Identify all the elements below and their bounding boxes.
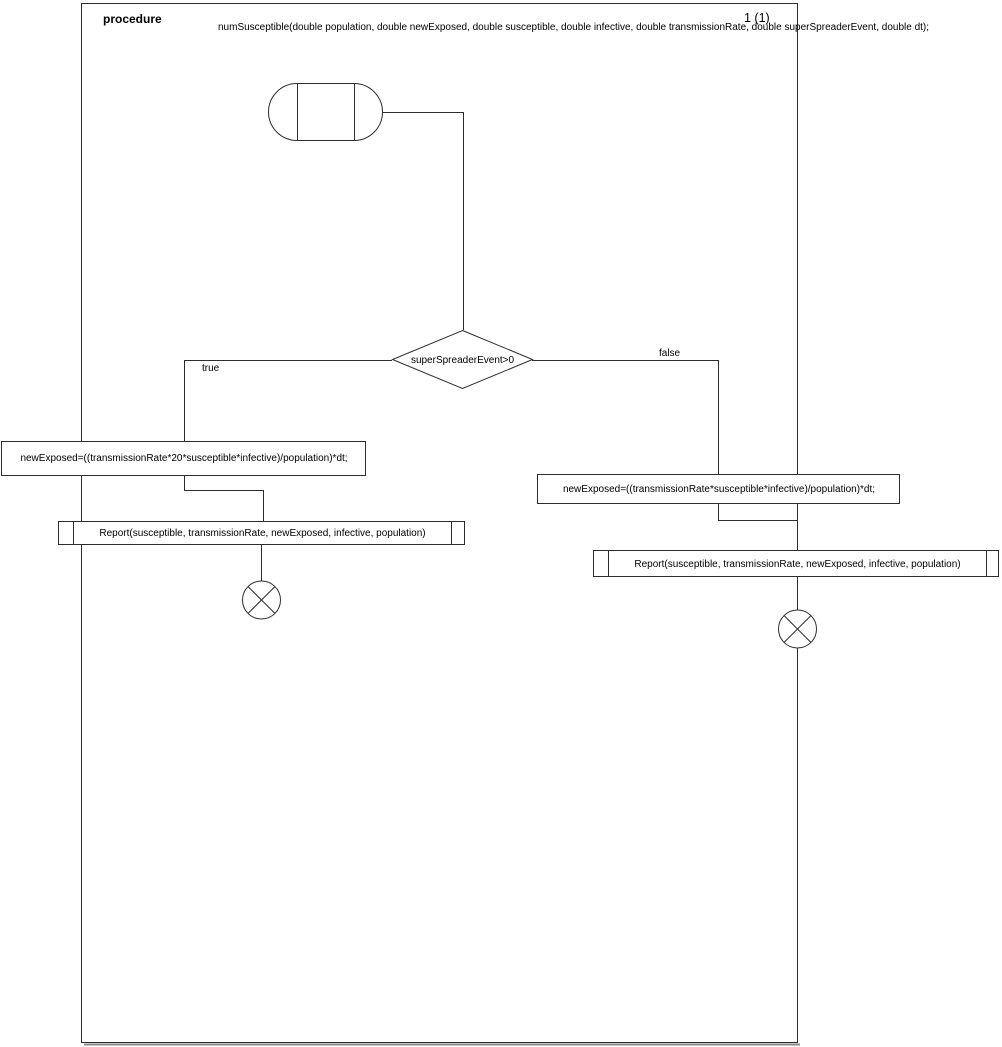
edge-label-false: false	[659, 348, 681, 359]
frame-kind-label: procedure	[103, 12, 162, 26]
false-end-node[interactable]	[778, 610, 817, 649]
edge-label-true: true	[202, 363, 220, 374]
edge-decision-false	[532, 361, 719, 475]
page-indicator: 1 (1)	[744, 11, 770, 25]
false-assignment-label: newExposed=((transmissionRate*susceptible*infective)/population)*dt;	[562, 483, 876, 495]
true-report-node[interactable]	[74, 522, 451, 545]
false-report-node[interactable]	[609, 551, 986, 577]
edge-true-assignment-to-report	[185, 476, 264, 522]
true-assignment-label: newExposed=((transmissionRate*20*susceptible*infective)/population)*dt;	[20, 453, 348, 464]
edge-start-to-decision	[383, 113, 464, 331]
start-node[interactable]	[270, 84, 383, 141]
true-report-label: Report(susceptible, transmissionRate, newExposed, infective, population)	[99, 528, 426, 539]
decision-condition-label: superSpreaderEvent>0	[410, 354, 515, 366]
true-end-node[interactable]	[242, 581, 281, 620]
procedure-signature: numSusceptible(double population, double newExposed, double susceptible, double infective, double transmissionRate, double superSpreaderEvent, double dt);	[218, 22, 930, 33]
false-assignment-node[interactable]	[538, 474, 900, 504]
false-report-label: Report(susceptible, transmissionRate, newExposed, infective, population)	[634, 558, 961, 570]
edge-false-assignment-to-report	[719, 504, 798, 550]
decision-node[interactable]	[394, 331, 531, 389]
true-assignment-node[interactable]	[2, 441, 366, 476]
